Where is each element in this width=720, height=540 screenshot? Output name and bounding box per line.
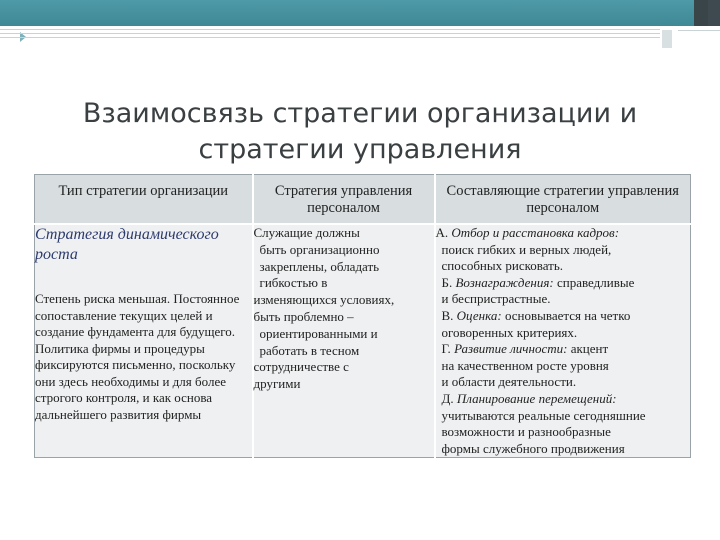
component-g-line3: и области деятельности.	[441, 374, 577, 390]
hr-line: закреплены, обладать	[259, 258, 380, 274]
component-a-line3: способных рисковать.	[441, 258, 564, 274]
cell-org-strategy	[35, 224, 253, 458]
hr-line: гибкостью в	[259, 275, 328, 291]
header-org-strategy: Тип стратегии организации	[35, 175, 253, 225]
hr-line: ориентированными и	[259, 325, 378, 341]
component-d-label: Планирование перемещений:	[456, 390, 617, 406]
strategy-table	[34, 174, 691, 458]
component-g-rest: акцент	[570, 341, 609, 357]
hr-line: изменяющихся условиях,	[253, 292, 395, 308]
slide-title-line2: стратегии управления	[198, 134, 522, 165]
strategy-description: Степень риска меньшая. Постоянное сопоставление текущих целей и создание фундамента для будущего. Политика фирмы и процедуры фиксируются письменно, поскольку они здесь необходимы и для более строгого контроля, и как основа дальнейшего развития фирмы	[35, 291, 240, 422]
hr-line: сотрудничестве с	[253, 359, 349, 375]
component-v-rest: основывается на четко	[504, 307, 631, 323]
component-d-prefix: Д.	[441, 390, 454, 406]
cell-hr-components	[435, 224, 691, 458]
hr-line: Служащие должны	[253, 225, 360, 240]
component-v-label: Оценка:	[456, 307, 502, 323]
component-d	[436, 391, 691, 408]
right-decorative-mark	[662, 30, 672, 48]
slide-title-line1: Взаимосвязь стратегии организации и	[82, 98, 638, 129]
component-a-line2: поиск гибких и верных людей,	[441, 241, 612, 257]
component-g-label: Развитие личности:	[454, 341, 568, 357]
header-hr-components: Составляющие стратегии управления персоналом	[435, 175, 691, 225]
slide-title	[40, 96, 680, 168]
component-g-prefix: Г.	[441, 341, 451, 357]
component-b-prefix: Б.	[441, 274, 453, 290]
component-a-label: Отбор и расстановка кадров:	[451, 225, 620, 240]
component-g-line2: на качественном росте уровня	[441, 357, 609, 373]
component-d-line2: учитываются реальные сегодняшние	[441, 407, 646, 423]
hr-line: быть организационно	[259, 241, 380, 257]
hr-line: быть проблемно –	[253, 308, 354, 324]
header-hr-strategy: Стратегия управления персоналом	[253, 175, 435, 225]
component-b-rest: справедливые	[557, 274, 635, 290]
component-v-line2: оговоренных критериях.	[441, 324, 578, 340]
table-header-row	[35, 175, 691, 225]
cell-hr-strategy	[253, 224, 435, 458]
component-b-label: Вознаграждения:	[455, 274, 554, 290]
right-decorative-line	[678, 30, 720, 31]
strategy-name: Стратегия динамического роста	[35, 226, 219, 263]
component-g	[436, 341, 691, 358]
hr-line: другими	[253, 376, 301, 392]
component-v	[436, 308, 691, 325]
component-b	[436, 275, 691, 292]
top-bar-segment	[694, 0, 708, 26]
component-a	[436, 225, 691, 242]
decorative-lines	[0, 29, 660, 41]
table-row	[35, 224, 691, 458]
component-v-prefix: В.	[441, 307, 454, 323]
top-decorative-bar	[0, 0, 720, 26]
component-d-line3: возможности и разнообразные	[441, 424, 611, 440]
hr-line: работать в тесном	[259, 342, 360, 358]
component-a-prefix: А.	[435, 225, 449, 240]
top-bar-accent	[0, 0, 694, 26]
component-b-line2: и беспристрастные.	[441, 291, 551, 307]
component-d-line4: формы служебного продвижения	[441, 440, 625, 456]
